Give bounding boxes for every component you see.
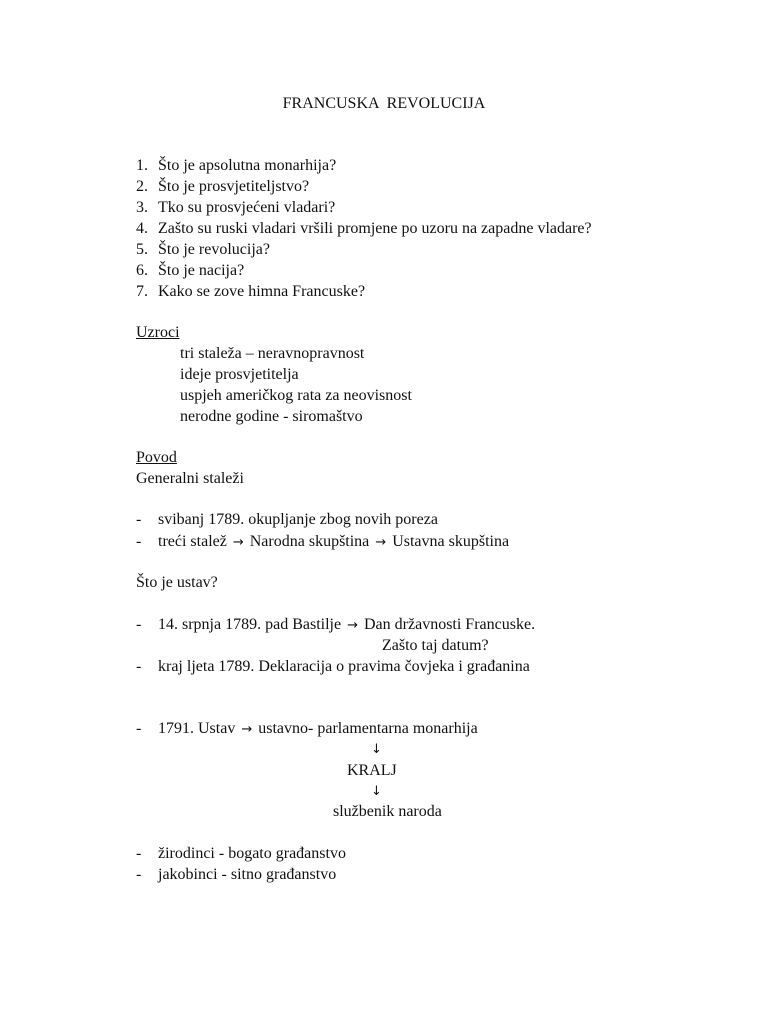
event-line: kraj ljeta 1789. Deklaracija o pravima čovjeka i građanina (158, 658, 530, 675)
occasion-heading: Povod (136, 449, 177, 466)
question-text: Što je prosvjetiteljstvo? (158, 178, 310, 195)
question-text: Zašto su ruski vladari vršili promjene po uzoru na zapadne vladare? (158, 220, 592, 237)
event-line (158, 719, 478, 740)
arrow-down-icon: ↓ (371, 742, 382, 757)
bullet-dash: - (136, 511, 142, 528)
question-number: 3. (136, 199, 148, 216)
question-text: Tko su prosvjećeni vladari? (158, 199, 336, 216)
bullet-dash: - (136, 658, 142, 675)
question-text: Što je revolucija? (158, 241, 270, 258)
question-text: Što je apsolutna monarhija? (158, 157, 337, 174)
servant-label: službenik naroda (333, 803, 442, 820)
question-number: 5. (136, 241, 148, 258)
cause-item: uspjeh američkog rata za neovisnost (180, 387, 412, 404)
bullet-dash: - (136, 720, 142, 737)
question-text: Što je nacija? (158, 262, 245, 279)
event-part: 14. srpnja 1789. pad Bastilje (158, 616, 342, 633)
question-number: 1. (136, 157, 148, 174)
cause-item: tri staleža – neravnopravnost (180, 345, 365, 362)
cause-item: ideje prosvjetitelja (180, 366, 299, 383)
event-part: treći stalež (158, 533, 227, 550)
cause-item: nerodne godine - siromaštvo (180, 408, 363, 425)
event-line (158, 615, 535, 636)
bullet-dash: - (136, 616, 142, 633)
occasion-subheading: Generalni staleži (136, 470, 244, 487)
event-subline: Zašto taj datum? (382, 637, 489, 654)
constitution-question: Što je ustav? (136, 574, 218, 591)
faction-item: žirodinci - bogato građanstvo (158, 845, 346, 862)
event-part: Ustavna skupština (392, 533, 510, 550)
causes-heading: Uzroci (136, 324, 180, 341)
question-number: 7. (136, 283, 148, 300)
page-title: FRANCUSKA REVOLUCIJA (282, 95, 486, 112)
question-text: Kako se zove himna Francuske? (158, 283, 366, 300)
bullet-dash: - (136, 533, 142, 550)
event-line: svibanj 1789. okupljanje zbog novih poreza (158, 511, 438, 528)
question-number: 4. (136, 220, 148, 237)
king-label: KRALJ (347, 762, 397, 779)
event-line (158, 532, 509, 553)
question-number: 6. (136, 262, 148, 279)
arrow-right-icon: → (241, 722, 253, 737)
faction-item: jakobinci - sitno građanstvo (158, 866, 337, 883)
bullet-dash: - (136, 866, 142, 883)
event-part: Narodna skupština (249, 533, 370, 550)
event-part: Dan državnosti Francuske. (364, 616, 536, 633)
bullet-dash: - (136, 845, 142, 862)
question-number: 2. (136, 178, 148, 195)
arrow-right-icon: → (347, 618, 358, 633)
arrow-right-icon: → (232, 535, 244, 550)
arrow-right-icon: → (375, 535, 387, 550)
event-part: ustavno- parlamentarna monarhija (258, 720, 478, 737)
event-part: 1791. Ustav (158, 720, 236, 737)
arrow-down-icon: ↓ (371, 784, 382, 799)
